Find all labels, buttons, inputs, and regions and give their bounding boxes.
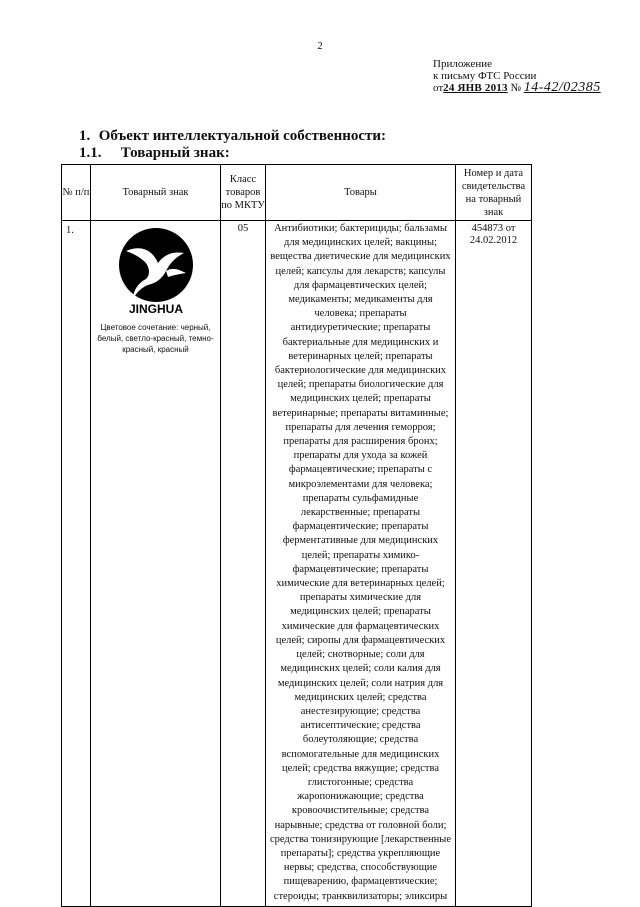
section-heading bbox=[79, 128, 386, 145]
appendix-letter-ref: к письму ФТС России bbox=[433, 70, 537, 82]
header-goods: Товары bbox=[266, 165, 456, 221]
table-row bbox=[62, 221, 532, 907]
subsection-title: Товарный знак: bbox=[120, 145, 230, 161]
subsection-heading bbox=[79, 145, 230, 162]
goods-list: Антибиотики; бактерициды; бальзамы для медицинских целей; вакцины; вещества диетические для медицинских целей; капсулы для лекарств; капсулы для фармацевтических целей; медикаменты; медикаменты для человека; препараты антидиуретические; препараты бактериальные для медицинских и ветеринарных целей; препараты бактериологические для медицинских целей; препараты биологические для медицинских целей; препараты ветеринарные; препараты витаминные; препараты для лечения геморроя; препараты для расширения бронх; препараты для ухода за кожей фармацевтические; препараты с микроэлементами для человека; препараты сульфамидные лекарственные; препараты фармацевтические; препараты ферментативные для медицинских целей; препараты химико-фармацевтические; препараты химические для ветеринарных целей; препараты химические для медицинских целей; препараты химические для фармацевтических целей; сиропы для фармацевтических целей; снотворные; соли для медицинских целей; соли калия для медицинских целей; соли натрия для медицинских целей; средства анестезирующие; средства антисептические; средства болеутоляющие; средства вспомогательные для медицинских целей; средства вяжущие; средства глистогонные; средства жаропонижающие; средства кровоочистительные; средства нарывные; средства от головной боли; средства тонизирующие [лекарственные препараты]; средства укрепляющие нервы; средства, способствующие пищеварению, фармацевтические; стероиды; транквилизаторы; эликсиры bbox=[266, 221, 456, 907]
appendix-title: Приложение bbox=[433, 58, 493, 70]
logo-text: JINGHUA bbox=[128, 302, 183, 315]
date-prefix: от bbox=[433, 82, 444, 94]
color-combination-note: Цветовое сочетание: черный, белый, светло-красный, темно-красный, красный bbox=[97, 323, 214, 354]
page-number: 2 bbox=[317, 40, 323, 52]
date-stamp: 24 ЯНВ 2013 bbox=[443, 82, 508, 94]
section-title: Объект интеллектуальной собственности: bbox=[98, 128, 387, 144]
header-mark: Товарный знак bbox=[91, 165, 221, 221]
header-num: № п/п bbox=[62, 165, 91, 221]
row-number: 1. bbox=[62, 221, 91, 907]
header-cert: Номер и дата свидетельства на товарный знак bbox=[456, 165, 532, 221]
crane-logo-icon bbox=[106, 227, 206, 315]
header-class: Класс товаров по МКТУ bbox=[221, 165, 266, 221]
trademark-table bbox=[61, 164, 532, 907]
trademark-logo bbox=[91, 221, 220, 315]
table-header-row bbox=[62, 165, 532, 221]
nice-class: 05 bbox=[221, 221, 266, 907]
section-number: 1. bbox=[79, 128, 91, 144]
handwritten-number: 14-42/02385 bbox=[523, 80, 601, 95]
trademark-cell bbox=[91, 221, 221, 907]
number-prefix: № bbox=[510, 82, 521, 94]
subsection-number: 1.1. bbox=[79, 145, 102, 161]
appendix-date-number-line bbox=[433, 82, 601, 94]
appendix-block bbox=[433, 58, 601, 94]
certificate-number-date: 454873 от 24.02.2012 bbox=[456, 221, 532, 907]
